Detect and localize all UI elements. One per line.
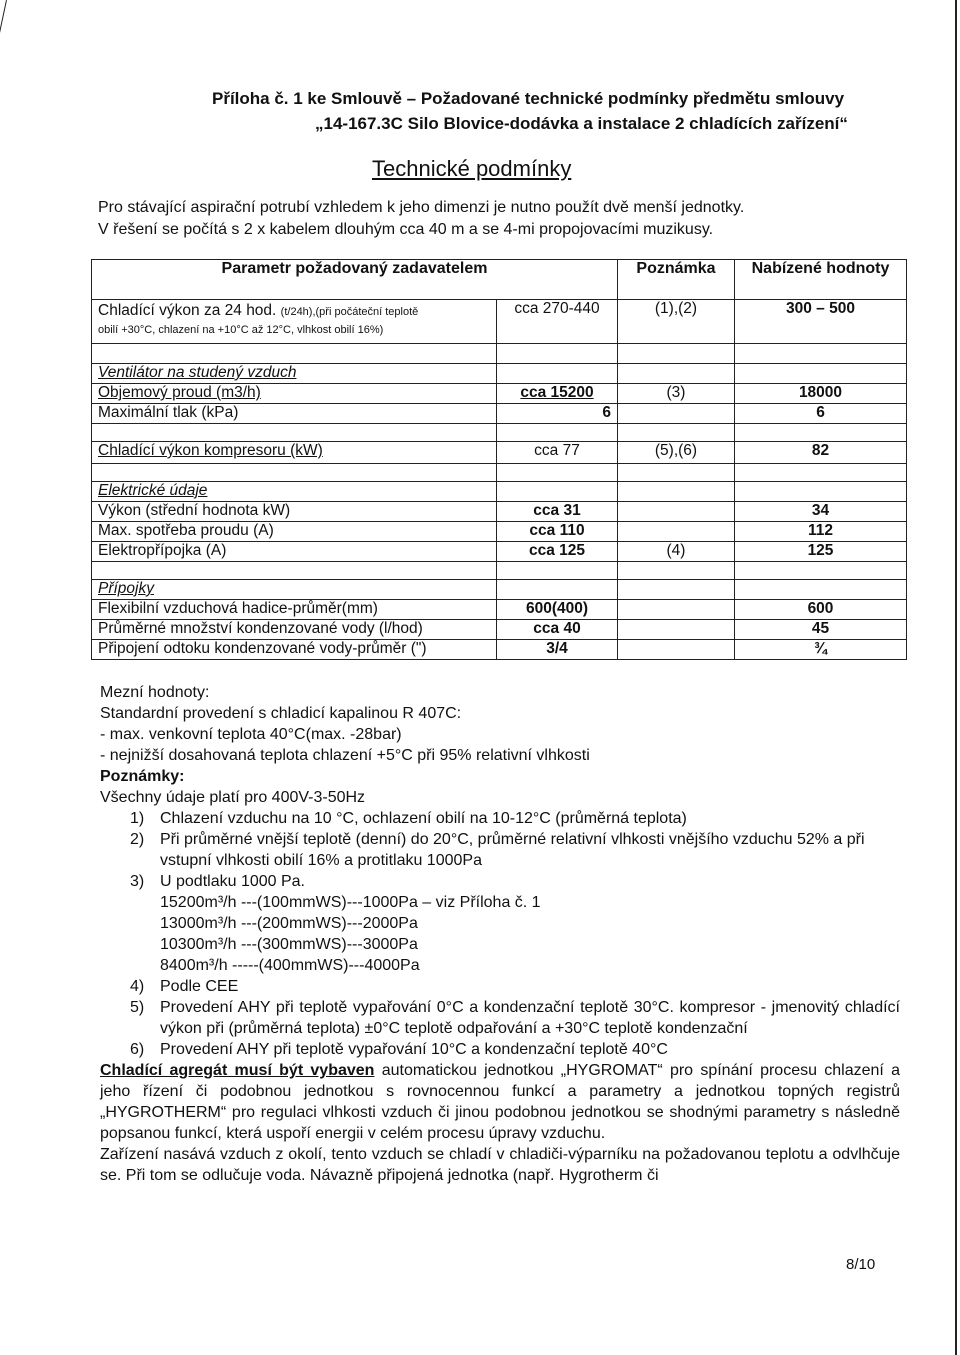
cell-offer: 125 <box>735 542 907 562</box>
cell-offer: 112 <box>735 522 907 542</box>
cell-value: 3/4 <box>497 640 618 660</box>
note-text: U podtlaku 1000 Pa. <box>160 873 305 890</box>
requirements-paragraph <box>100 1060 900 1144</box>
limits-heading: Mezní hodnoty: <box>100 684 210 701</box>
intro-line-2: V řešení se počítá s 2 x kabelem dlouhým cca 40 m a se 4-mi propojovacími muzikusy. <box>98 221 714 238</box>
cell-label: Připojení odtoku kondenzované vody-průměr (") <box>92 640 497 660</box>
limits-line-1: Standardní provedení s chladicí kapalinou R 407C: <box>100 705 462 722</box>
table-row <box>92 482 907 502</box>
cell-value: cca 31 <box>497 502 618 522</box>
cell-offer: 34 <box>735 502 907 522</box>
document-header <box>212 86 892 136</box>
notes-all: Všechny údaje platí pro 400V-3-50Hz <box>100 789 366 806</box>
header-line-1: Příloha č. 1 ke Smlouvě – Požadované technické podmínky předmětu smlouvy <box>212 89 845 108</box>
label-cooling-detail-2: obilí +30°C, chlazení na +10°C až 12°C, vlhkost obilí 16%) <box>98 324 384 336</box>
table-row <box>92 620 907 640</box>
note-number: 5) <box>130 999 145 1016</box>
paragraph-lead: Chladící agregát musí být vybaven <box>100 1062 375 1079</box>
cell-note <box>618 502 735 522</box>
notes-list <box>100 808 900 1060</box>
list-item <box>100 1039 900 1060</box>
note-text: Provedení AHY při teplotě vypařování 0°C a kondenzační teplotě 30°C. kompresor - jmenovitý chladící výkon při (průměrná teplota) ±0°C teplotě odpařování a +30°C teplotě kondenzační <box>160 999 900 1037</box>
table-row <box>92 384 907 404</box>
limits-line-2: - max. venkovní teplota 40°C(max. -28bar) <box>100 726 402 743</box>
list-item <box>100 997 900 1039</box>
cell-label: Výkon (střední hodnota kW) <box>92 502 497 522</box>
cell-offer: 18000 <box>735 384 907 404</box>
cell-note <box>618 522 735 542</box>
table-row <box>92 600 907 620</box>
cell-note <box>618 620 735 640</box>
table-spacer-row <box>92 424 907 442</box>
note-text: Chlazení vzduchu na 10 °C, ochlazení obilí na 10-12°C (průměrná teplota) <box>160 810 687 827</box>
section-fan: Ventilátor na studený vzduch <box>92 364 497 384</box>
note-3-sub-1: 15200m³/h ---(100mmWS)---1000Pa – viz Příloha č. 1 <box>160 894 541 911</box>
cell-label: Průměrné množství kondenzované vody (l/hod) <box>92 620 497 640</box>
cell-offer: 45 <box>735 620 907 640</box>
notes-heading: Poznámky: <box>100 768 185 785</box>
table-row <box>92 640 907 660</box>
parameters-table <box>91 259 907 660</box>
label-cooling: Chladící výkon za 24 hod. <box>98 302 277 319</box>
note-number: 2) <box>130 831 145 848</box>
cell-offer: 600 <box>735 600 907 620</box>
table-row <box>92 542 907 562</box>
header-line-2: „14-167.3C Silo Blovice-dodávka a instalace 2 chladících zařízení“ <box>315 114 848 133</box>
section-connections: Přípojky <box>92 580 497 600</box>
note-number: 6) <box>130 1041 145 1058</box>
cell-offer: 6 <box>735 404 907 424</box>
cell-label: Chladící výkon kompresoru (kW) <box>92 442 497 464</box>
cell-value: cca 270-440 <box>497 300 618 344</box>
document-body <box>100 682 900 1186</box>
list-item <box>100 871 900 976</box>
note-text: Při průměrné vnější teplotě (denní) do 20°C, průměrné relativní vlhkosti vnějšího vzduchu 52% a při vstupní vlhkosti obilí 16% a protitlaku 1000Pa <box>160 831 865 869</box>
list-item <box>100 829 900 871</box>
note-number: 1) <box>130 810 145 827</box>
paragraph-text-2: Zařízení nasává vzduch z okolí, tento vzduch se chladí v chladiči-výparníku na požadovanou teplotu a odvlhčuje se. Při tom se odlučuje voda. Návazně připojená jednotka (např. Hygrotherm či <box>100 1146 900 1184</box>
header-note: Poznámka <box>618 260 735 300</box>
cell-value: cca 77 <box>497 442 618 464</box>
note-number: 3) <box>130 873 145 890</box>
list-item <box>100 808 900 829</box>
cell-note: (4) <box>618 542 735 562</box>
cell-offer: ¾ <box>735 640 907 660</box>
cell-value: 600(400) <box>497 600 618 620</box>
note-3-sub-2: 13000m³/h ---(200mmWS)---2000Pa <box>160 915 418 932</box>
cell-label <box>92 300 497 344</box>
table-row <box>92 364 907 384</box>
table-row <box>92 580 907 600</box>
table-row <box>92 502 907 522</box>
table-row <box>92 300 907 344</box>
note-3-sub-3: 10300m³/h ---(300mmWS)---3000Pa <box>160 936 418 953</box>
cell-label: Flexibilní vzduchová hadice-průměr(mm) <box>92 600 497 620</box>
table-spacer-row <box>92 464 907 482</box>
cell-note <box>618 640 735 660</box>
cell-note <box>618 404 735 424</box>
scan-edge-left <box>0 0 7 157</box>
label-cooling-detail: (t/24h),(při počáteční teplotě <box>280 306 419 318</box>
header-offered: Nabízené hodnoty <box>735 260 907 300</box>
note-text: Podle CEE <box>160 978 239 995</box>
cell-label: Objemový proud (m3/h) <box>92 384 497 404</box>
note-3-sub-4: 8400m³/h -----(400mmWS)---4000Pa <box>160 957 420 974</box>
table-row <box>92 404 907 424</box>
cell-label: Elektropřípojka (A) <box>92 542 497 562</box>
cell-value: cca 40 <box>497 620 618 640</box>
scan-edge-right <box>955 0 957 1355</box>
intro-line-1: Pro stávající aspirační potrubí vzhledem k jeho dimenzi je nutno použít dvě menší jednotky. <box>98 199 745 216</box>
table-row <box>92 522 907 542</box>
cell-value: cca 110 <box>497 522 618 542</box>
note-text: Provedení AHY při teplotě vypařování 10°C a kondenzační teplotě 40°C <box>160 1041 668 1058</box>
cell-value: cca 15200 <box>497 384 618 404</box>
table-spacer-row <box>92 344 907 364</box>
document-title: Technické podmínky <box>372 156 572 181</box>
section-electrical: Elektrické údaje <box>92 482 497 502</box>
paragraph-text-1: automatickou jednotkou „HYGROMAT“ pro spínání procesu chlazení a jeho řízení či podobnou jednotkou s rovnocennou funkcí a parametry a jednotkou topných registrů „HYGROTHERM“ pro regulaci vlhkosti vzduch či jinou podobnou jednotkou se shodnými parametry s následně popsanou funkcí, která uspoří energii v celém procesu úpravy vzduchu. <box>100 1062 900 1142</box>
cell-note: (3) <box>618 384 735 404</box>
cell-note <box>618 600 735 620</box>
header-parameter: Parametr požadovaný zadavatelem <box>92 260 618 300</box>
cell-offer: 82 <box>735 442 907 464</box>
cell-offer: 300 – 500 <box>735 300 907 344</box>
cell-note: (1),(2) <box>618 300 735 344</box>
list-item <box>100 976 900 997</box>
intro-text <box>98 197 878 241</box>
table-row <box>92 442 907 464</box>
cell-label: Max. spotřeba proudu (A) <box>92 522 497 542</box>
cell-label: Maximální tlak (kPa) <box>92 404 497 424</box>
cell-value: cca 125 <box>497 542 618 562</box>
table-spacer-row <box>92 562 907 580</box>
page-number: 8/10 <box>846 1256 876 1273</box>
note-number: 4) <box>130 978 145 995</box>
cell-value: 6 <box>497 404 618 424</box>
limits-line-3: - nejnižší dosahovaná teplota chlazení +5°C při 95% relativní vlhkosti <box>100 747 590 764</box>
table-header-row <box>92 260 907 300</box>
cell-note: (5),(6) <box>618 442 735 464</box>
